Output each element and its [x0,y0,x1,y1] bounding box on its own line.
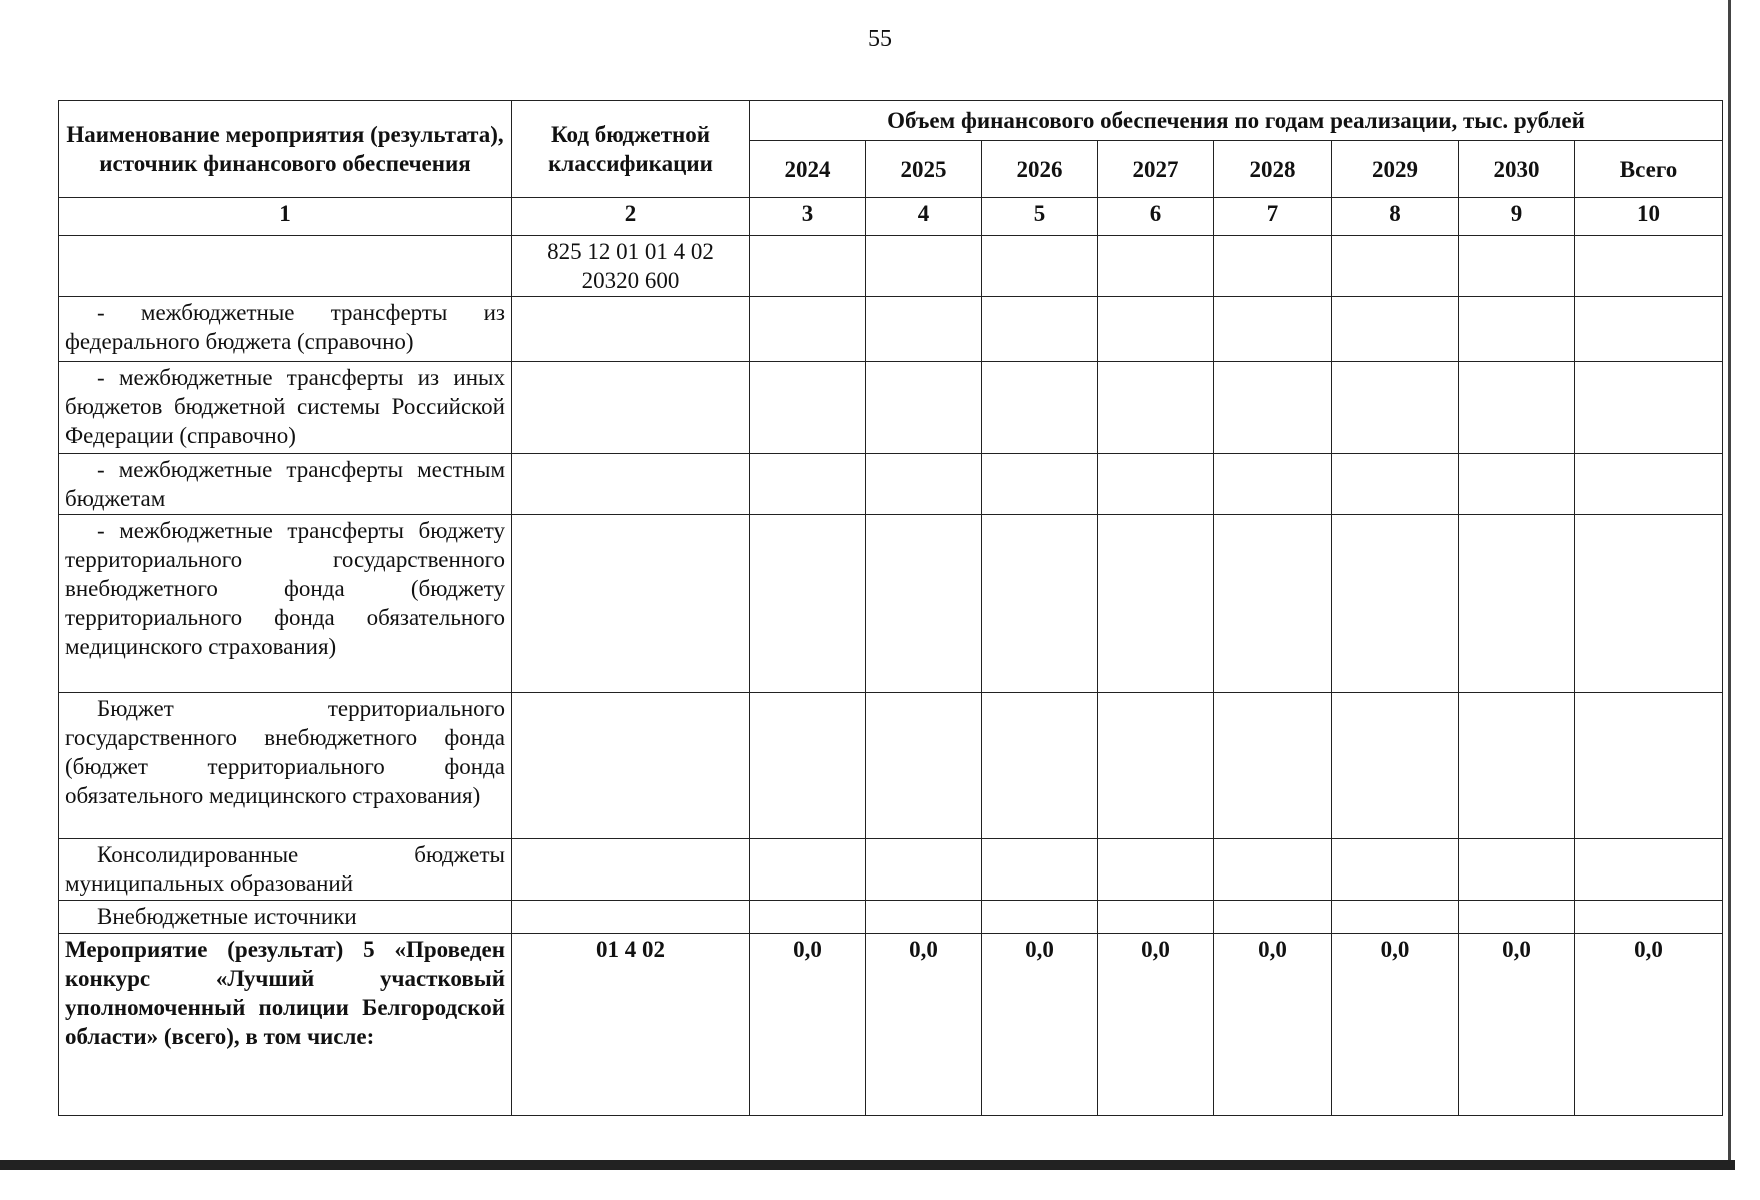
column-number: 7 [1214,198,1332,236]
scan-edge-bottom [0,1160,1735,1170]
row-code [512,901,750,934]
table-row [59,839,1723,901]
row-value: 0,0 [1332,934,1459,1116]
header-total: Всего [1575,141,1723,198]
header-year: 2024 [750,141,866,198]
row-value [1098,362,1214,454]
column-number: 2 [512,198,750,236]
row-value [750,236,866,297]
row-value [866,297,982,362]
row-value [1459,236,1575,297]
row-value [1575,901,1723,934]
row-value [1098,839,1214,901]
row-name: - межбюджетные трансферты местным бюджетам [59,454,512,515]
column-number: 1 [59,198,512,236]
row-value [1098,297,1214,362]
row-value [982,693,1098,839]
header-year: 2027 [1098,141,1214,198]
header-volume: Объем финансового обеспечения по годам реализации, тыс. рублей [750,101,1723,141]
row-value [1459,693,1575,839]
row-value: 0,0 [866,934,982,1116]
row-value: 0,0 [1098,934,1214,1116]
row-value [1575,839,1723,901]
table-row [59,515,1723,693]
table-row [59,693,1723,839]
row-name: Внебюджетные источники [59,901,512,934]
row-value [1214,362,1332,454]
row-value [750,515,866,693]
header-year: 2029 [1332,141,1459,198]
row-name: Консолидированные бюджеты муниципальных образований [59,839,512,901]
row-name: Бюджет территориального государственного внебюджетного фонда (бюджет территориального фонда обязательного медицинского страхования) [59,693,512,839]
table-row [59,297,1723,362]
header-year: 2030 [1459,141,1575,198]
row-value [750,693,866,839]
column-number: 10 [1575,198,1723,236]
column-number: 8 [1332,198,1459,236]
row-name: Мероприятие (результат) 5 «Проведен конкурс «Лучший участковый уполномоченный полиции Белгородской области» (всего), в том числе: [59,934,512,1116]
row-value [866,454,982,515]
scan-edge-right [1728,0,1731,1170]
table-row [59,454,1723,515]
header-name: Наименование мероприятия (результата), источник финансового обеспечения [59,101,512,198]
row-value [1459,515,1575,693]
row-name: - межбюджетные трансферты из иных бюджетов бюджетной системы Российской Федерации (справочно) [59,362,512,454]
column-number: 6 [1098,198,1214,236]
row-name: - межбюджетные трансферты бюджету территориального государственного внебюджетного фонда (бюджету территориального фонда обязательного медицинского страхования) [59,515,512,693]
row-code [512,454,750,515]
row-value [1098,454,1214,515]
row-value [866,362,982,454]
row-value [1332,839,1459,901]
row-code [512,839,750,901]
row-value [1459,454,1575,515]
row-code [512,362,750,454]
financing-table [58,100,1723,1116]
row-value [1332,454,1459,515]
column-number: 3 [750,198,866,236]
row-value [1214,839,1332,901]
row-value [1459,839,1575,901]
row-value [1575,362,1723,454]
row-value [1214,515,1332,693]
row-value [1332,515,1459,693]
column-number: 4 [866,198,982,236]
column-number: 5 [982,198,1098,236]
row-value [750,839,866,901]
row-value [1459,362,1575,454]
row-value [1214,236,1332,297]
table-row [59,901,1723,934]
row-value [750,362,866,454]
row-value [866,901,982,934]
row-value [1575,236,1723,297]
row-value [1098,515,1214,693]
column-numbers-row [59,198,1723,236]
row-name [59,236,512,297]
row-value [1332,362,1459,454]
row-value: 0,0 [750,934,866,1116]
header-year: 2026 [982,141,1098,198]
table-row [59,236,1723,297]
row-code [512,297,750,362]
row-value [1214,297,1332,362]
row-value [866,693,982,839]
table-row-event-5 [59,934,1723,1116]
row-value [1098,693,1214,839]
row-value [1332,297,1459,362]
row-value [866,839,982,901]
page-number: 55 [868,26,892,52]
row-value [750,901,866,934]
row-code: 825 12 01 01 4 02 20320 600 [512,236,750,297]
row-value: 0,0 [1214,934,1332,1116]
header-row-1 [59,101,1723,141]
row-value [982,362,1098,454]
header-code: Код бюджетной классификации [512,101,750,198]
row-value [1575,515,1723,693]
row-code [512,693,750,839]
row-code: 01 4 02 [512,934,750,1116]
column-number: 9 [1459,198,1575,236]
row-value [1459,901,1575,934]
row-value [982,236,1098,297]
row-value [1098,236,1214,297]
row-value [1575,693,1723,839]
row-value [982,297,1098,362]
row-value [1459,297,1575,362]
row-value [1214,454,1332,515]
row-name: - межбюджетные трансферты из федерального бюджета (справочно) [59,297,512,362]
row-value [866,236,982,297]
row-value: 0,0 [982,934,1098,1116]
row-value [982,515,1098,693]
header-year: 2028 [1214,141,1332,198]
table-row [59,362,1723,454]
row-value [1098,901,1214,934]
row-value [750,454,866,515]
row-value [750,297,866,362]
row-value [982,839,1098,901]
row-value [1214,693,1332,839]
row-value [982,901,1098,934]
row-value [1575,297,1723,362]
row-value [1214,901,1332,934]
row-value [1332,693,1459,839]
row-value [982,454,1098,515]
row-value [1575,454,1723,515]
row-value [866,515,982,693]
row-value: 0,0 [1575,934,1723,1116]
row-value [1332,901,1459,934]
header-year: 2025 [866,141,982,198]
row-code [512,515,750,693]
row-value [1332,236,1459,297]
row-value: 0,0 [1459,934,1575,1116]
